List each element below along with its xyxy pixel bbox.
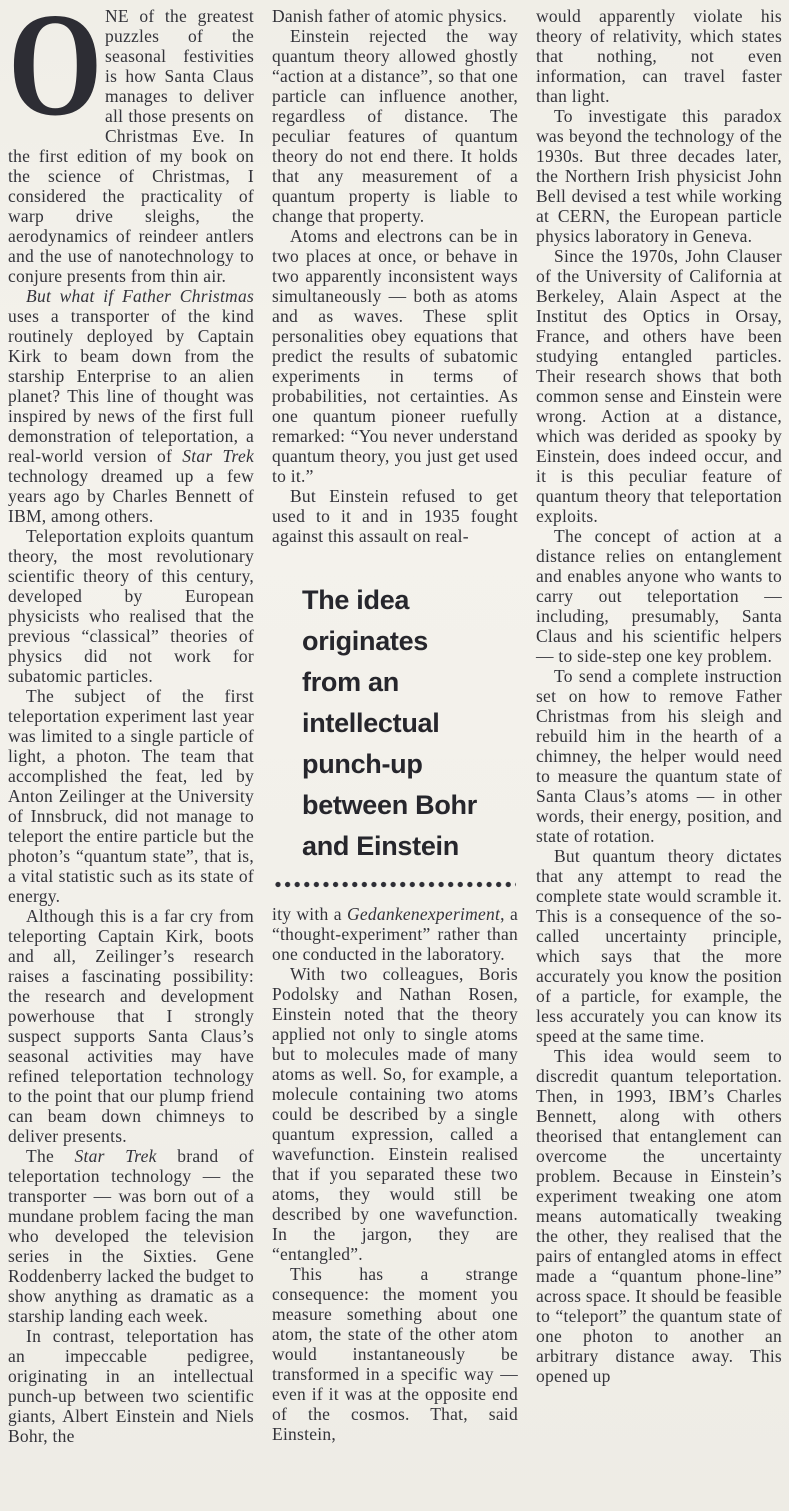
text-segment: ity with a: [272, 904, 347, 924]
article-paragraph: [8, 286, 254, 526]
pull-quote-line: punch-up: [302, 749, 423, 779]
text-segment: The concept of action at a distance relies on entanglement and enables anyone who wants to carry out teleportation — including, presumably, Santa Claus and his scientific helpers — to side-step one key problem.: [536, 526, 782, 666]
article-paragraph: [8, 906, 254, 1146]
text-segment: The subject of the first teleportation experiment last year was limited to a single particle of light, a photon. The team that accomplished the feat, led by Anton Zeilinger at the University of Innsbruck, did not manage to teleport the entire particle but the photon’s “quantum state”, that is, a vital statistic such as its state of energy.: [8, 686, 254, 906]
text-segment: , a “thought-experiment” rather than one conducted in the laboratory.: [272, 904, 518, 964]
article-paragraph: [536, 846, 782, 1046]
article-paragraph: [536, 106, 782, 246]
text-segment: To investigate this paradox was beyond the technology of the 1930s. But three decades later, the Northern Irish physicist John Bell devised a test while working at CERN, the European particle physics laboratory in Geneva.: [536, 106, 782, 246]
pull-quote-line: The idea: [302, 585, 410, 615]
pull-quote-line: between Bohr: [302, 790, 477, 820]
text-segment: technology dreamed up a few years ago by Charles Bennett of IBM, among others.: [8, 466, 254, 526]
text-segment: uses a transporter of the kind routinely deployed by Captain Kirk to beam down from the starship Enterprise to an alien planet? This line of thought was inspired by news of the first full demonstration of teleportation, a real-world version of: [8, 306, 254, 466]
article-paragraph: [536, 1046, 782, 1386]
text-segment: Danish father of atomic physics.: [272, 6, 507, 26]
text-segment: The: [26, 1146, 75, 1166]
text-segment: Although this is a far cry from teleporting Captain Kirk, boots and all, Zeilinger’s research raises a fascinating possibility: the research and development powerhouse that I strongly suspect supports Santa Claus’s seasonal activities may have refined teleportation technology to the point that our plump friend can beam down chimneys to deliver presents.: [8, 906, 254, 1146]
article-column-1: [8, 0, 254, 1511]
text-segment: Teleportation exploits quantum theory, the most revolutionary scientific theory of this century, developed by European physicists who realised that the previous “classical” theories of physics did not work for subatomic particles.: [8, 526, 254, 686]
pull-quote-line: from an: [302, 667, 399, 697]
text-segment: This has a strange consequence: the moment you measure something about one atom, the state of the other atom would instantaneously be transformed in a specific way — even if it was at the opposite end of the cosmos. That, said Einstein,: [272, 1264, 518, 1444]
text-segment: brand of teleportation technology — the transporter — was born out of a mundane problem facing the man who developed the television series in the Sixties. Gene Roddenberry lacked the budget to show anything as dramatic as a starship landing each week.: [8, 1146, 254, 1326]
article-paragraph: [272, 26, 518, 226]
text-segment: In contrast, teleportation has an impeccable pedigree, originating in an intellectual punch-up between two scientific giants, Albert Einstein and Niels Bohr, the: [8, 1326, 254, 1446]
text-segment: Einstein rejected the way quantum theory allowed ghostly “action at a distance”, so that one particle can influence another, regardless of distance. The peculiar features of quantum theory do not end there. It holds that any measurement of a quantum property is liable to change that property.: [272, 26, 518, 226]
article-paragraph: [272, 964, 518, 1264]
italic-text-segment: Star Trek: [74, 1146, 157, 1166]
article-paragraph: [8, 686, 254, 906]
text-segment: With two colleagues, Boris Podolsky and Nathan Rosen, Einstein noted that the theory applied not only to single atoms but to molecules made of many atoms as well. So, for example, a molecule containing two atoms could be described by a single quantum expression, called a wavefunction. Einstein realised that if you separated these two atoms, they would still be described by one wavefunction. In the jargon, they are “entangled”.: [272, 964, 518, 1264]
article-paragraph: [8, 0, 254, 286]
article-paragraph: [536, 666, 782, 846]
text-segment: To send a complete instruction set on how to remove Father Christmas from his sleigh and rebuild him in the hearth of a chimney, the helper would need to measure the quantum state of Santa Claus’s atoms — in other words, their energy, position, and state of rotation.: [536, 666, 782, 846]
text-segment: But quantum theory dictates that any attempt to read the complete state would scramble it. This is a consequence of the so-called uncertainty principle, which says that the more accurately you know the position of a particle, for example, the less accurately you can know its speed at the same time.: [536, 846, 782, 1046]
text-segment: This idea would seem to discredit quantum teleportation. Then, in 1993, IBM’s Charles Bennett, along with others theorised that entanglement can overcome the uncertainty problem. Because in Einstein’s experiment tweaking one atom means automatically tweaking the other, they realised that the pairs of entangled atoms in effect made a “quantum phone-line” across space. It should be feasible to “teleport” the quantum state of one photon to another an arbitrary distance away. This opened up: [536, 1046, 782, 1386]
article-paragraph: [272, 486, 518, 546]
text-segment: would apparently violate his theory of relativity, which states that nothing, not even information, can travel faster than light.: [536, 6, 782, 106]
article-paragraph: [8, 1146, 254, 1326]
italic-text-segment: Star Trek: [182, 446, 254, 466]
article-paragraph: [536, 6, 782, 106]
italic-text-segment: Gedankenexperiment: [346, 904, 501, 924]
pull-quote-line: originates: [302, 626, 429, 656]
article-column-2: [272, 6, 518, 1511]
article-paragraph: [8, 526, 254, 686]
article-paragraph: [536, 246, 782, 526]
text-segment: NE of the greatest puzzles of the seasonal festivities is how Santa Claus manages to deliver all those presents on Christmas Eve. In the first edition of my book on the science of Christmas, I considered the practicality of warp drive sleighs, the aerodynamics of reindeer antlers and the use of nanotechnology to conjure presents from thin air.: [8, 6, 254, 286]
article-paragraph: [536, 526, 782, 666]
pull-quote-line: intellectual: [302, 708, 440, 738]
italic-text-segment: But what if Father Christmas: [26, 286, 254, 306]
text-segment: But Einstein refused to get used to it and in 1935 fought against this assault on real-: [272, 486, 518, 546]
text-segment: Since the 1970s, John Clauser of the University of California at Berkeley, Alain Aspect at the Institut des Optics in Orsay, France, and others have been studying entangled particles. Their research shows that both common sense and Einstein were wrong. Action at a distance, which was derided as spooky by Einstein, does indeed occur, and it is this peculiar feature of quantum theory that teleportation exploits.: [536, 246, 782, 526]
article-paragraph: [272, 904, 518, 964]
article-column-3: [536, 6, 782, 1511]
text-segment: Atoms and electrons can be in two places at once, or behave in two apparently inconsistent ways simultaneously — both as atoms and as waves. These split personalities obey equations that predict the results of subatomic experiments in terms of probabilities, not certainties. As one quantum pioneer ruefully remarked: “You never understand quantum theory, you just get used to it.”: [272, 226, 518, 486]
drop-cap: O: [8, 0, 103, 147]
pull-quote-line: and Einstein: [302, 831, 459, 861]
article-paragraph: [8, 1326, 254, 1446]
article-paragraph: [272, 226, 518, 486]
pull-quote: [272, 580, 518, 867]
dotted-rule: [274, 881, 516, 888]
article-paragraph: [272, 6, 518, 26]
article-paragraph: [272, 1264, 518, 1444]
